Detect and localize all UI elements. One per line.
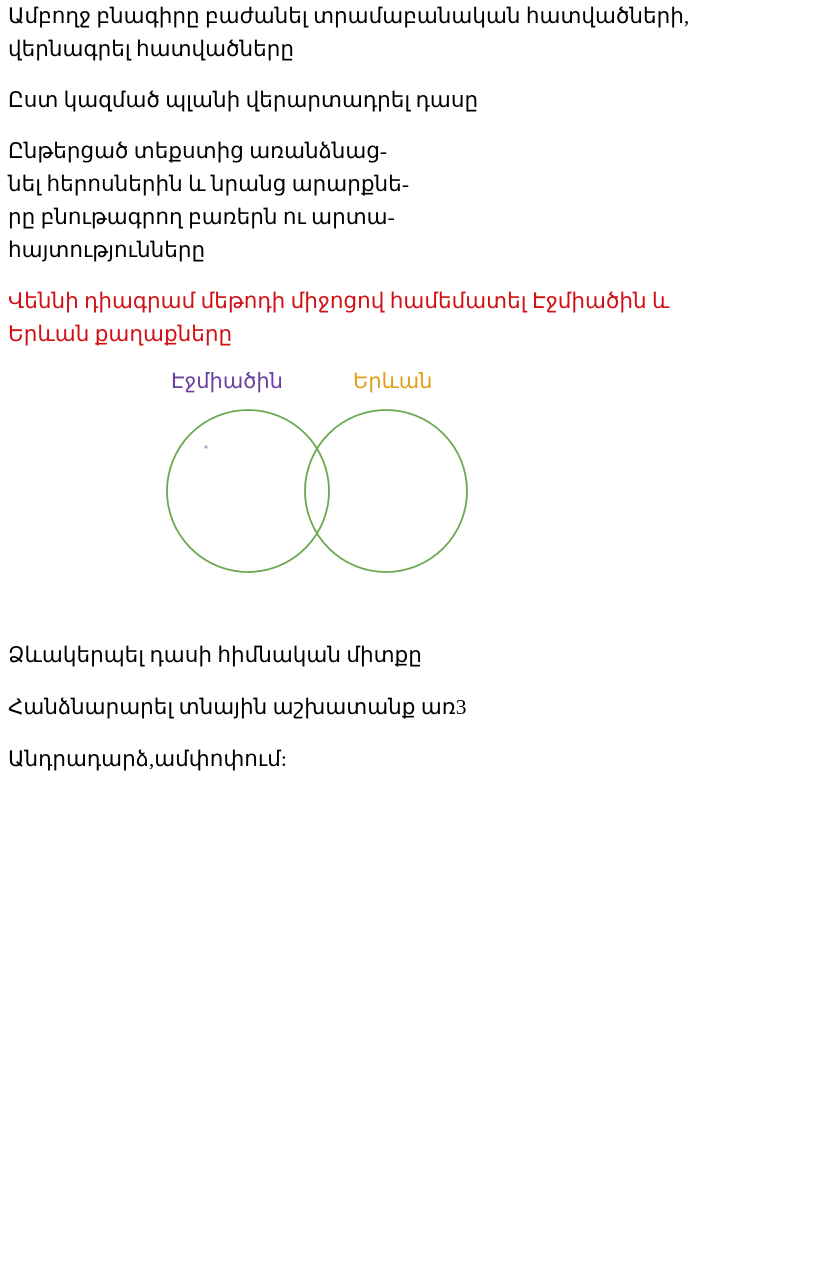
paragraph-2 (8, 84, 792, 117)
paragraph-1 (8, 0, 792, 66)
venn-left-label: Էջմիածին (171, 369, 283, 393)
venn-diagram (8, 359, 792, 589)
text-line: հայտությունները (8, 238, 206, 262)
spacer (8, 267, 792, 285)
venn-right-label: Երևան (353, 369, 433, 393)
spacer (8, 66, 792, 84)
tail-paragraphs (8, 629, 792, 785)
text-line: Ձևակերպել դասի հիմնական միտքը (8, 643, 422, 667)
text-line: Ըստ կազմած պլանի վերարտադրել դասը (8, 88, 479, 112)
text-line: նել հերոսներին և նրանց արարքնե- (8, 172, 409, 196)
paragraph-4-heading (8, 285, 792, 351)
text-line: Ամբողջ բնագիրը բաժանել տրամաբանական հատվածների, (8, 4, 690, 28)
text-line-highlight: Վեննի դիագրամ մեթոդի միջոցով համեմատել Էջմիածին և (8, 289, 670, 313)
text-line: րը բնութագրող բառերն ու արտա- (8, 205, 395, 229)
spacer (8, 117, 792, 135)
text-line: Ընթերցած տեքստից առանձնաց- (8, 139, 388, 163)
paragraph-3 (8, 135, 792, 267)
text-line: Հանձնարարել տնային աշխատանք առ3 (8, 695, 467, 719)
text-line: վերնագրել հատվածները (8, 37, 295, 61)
venn-dot (204, 445, 207, 448)
text-line: Անդրադարձ,ամփոփում: (8, 747, 287, 771)
text-line-highlight: Երևան քաղաքները (8, 322, 233, 346)
venn-circles (158, 399, 498, 584)
